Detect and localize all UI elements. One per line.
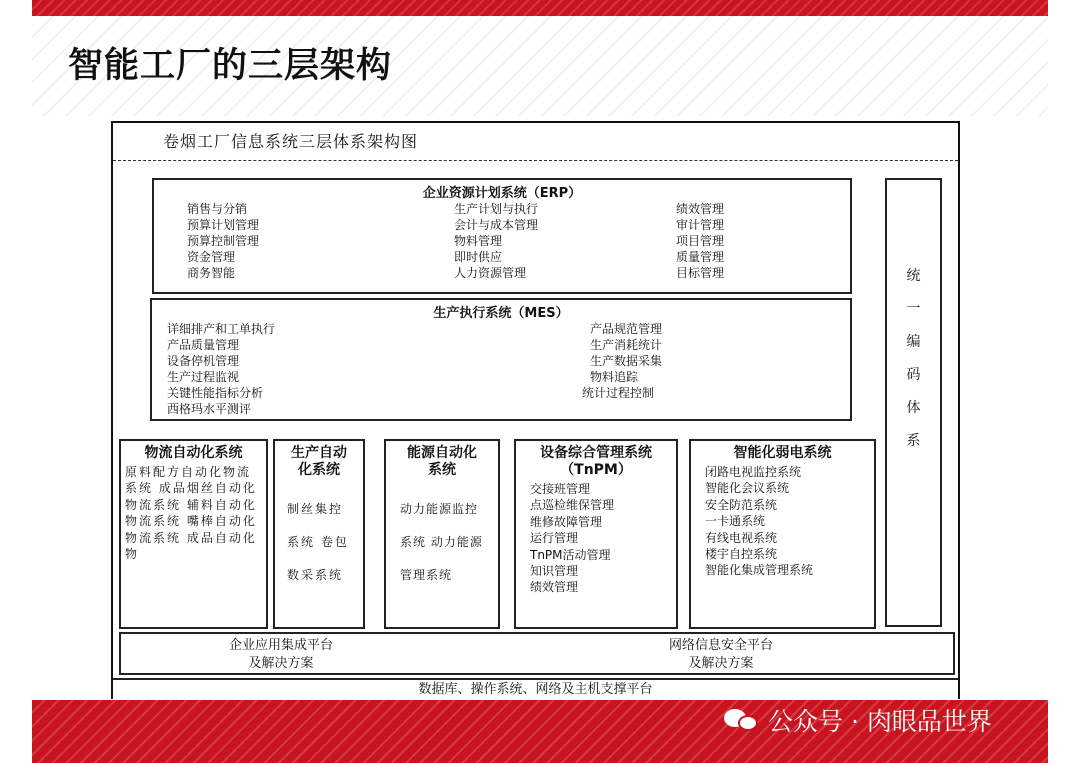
mes-item: 设备停机管理 bbox=[167, 354, 240, 368]
production-automation-text: 制丝集控系统 卷包数采系统 bbox=[287, 502, 349, 582]
integration-platform: 企业应用集成平台 及解决方案 bbox=[228, 638, 333, 671]
platform-box bbox=[119, 632, 955, 675]
mes-item: 西格玛水平测评 bbox=[167, 402, 252, 416]
erp-item: 人力资源管理 bbox=[454, 266, 527, 280]
mes-item: 生产数据采集 bbox=[590, 354, 663, 368]
tnpm-item: 点巡检维保管理 bbox=[530, 498, 615, 513]
smart-weak-current-item: 一卡通系统 bbox=[705, 514, 766, 529]
erp-item: 项目管理 bbox=[676, 234, 725, 248]
mes-item: 生产消耗统计 bbox=[590, 338, 663, 352]
production-automation-title: 生产自动化系统 bbox=[291, 445, 347, 478]
top-decor-bar bbox=[32, 0, 1048, 16]
mes-item: 生产过程监视 bbox=[167, 370, 240, 384]
erp-item: 目标管理 bbox=[676, 266, 725, 280]
erp-item: 即时供应 bbox=[454, 250, 503, 264]
mes-item: 物料追踪 bbox=[590, 370, 639, 384]
mes-item: 产品质量管理 bbox=[167, 338, 240, 352]
mes-title: 生产执行系统（MES） bbox=[433, 306, 569, 321]
smart-weak-current-item: 智能化会议系统 bbox=[705, 481, 790, 496]
mes-box bbox=[150, 298, 852, 421]
tnpm-item: 维修故障管理 bbox=[530, 514, 603, 529]
tnpm-title: 设备综合管理系统（TnPM） bbox=[540, 445, 652, 478]
logistics-automation-title: 物流自动化系统 bbox=[144, 445, 243, 461]
erp-title: 企业资源计划系统（ERP） bbox=[422, 186, 582, 201]
smart-weak-current-items bbox=[691, 464, 874, 579]
tnpm-item: 运行管理 bbox=[530, 531, 579, 546]
erp-item: 资金管理 bbox=[187, 250, 236, 264]
erp-box bbox=[152, 178, 852, 294]
architecture-diagram bbox=[111, 121, 960, 699]
base-platform-box bbox=[113, 678, 958, 700]
tnpm-item: 绩效管理 bbox=[530, 580, 579, 595]
smart-weak-current-item: 安全防范系统 bbox=[705, 497, 778, 512]
watermark bbox=[724, 703, 992, 737]
energy-automation-box bbox=[384, 439, 500, 629]
security-platform: 网络信息安全平台 及解决方案 bbox=[668, 638, 773, 671]
title-divider bbox=[113, 160, 958, 161]
erp-item: 会计与成本管理 bbox=[454, 218, 539, 232]
wechat-icon bbox=[724, 707, 760, 733]
smart-weak-current-title: 智能化弱电系统 bbox=[733, 445, 832, 461]
smart-weak-current-item: 智能化集成管理系统 bbox=[705, 563, 814, 578]
unified-coding-box bbox=[885, 178, 942, 627]
tnpm-item: 交接班管理 bbox=[530, 482, 591, 496]
erp-item: 质量管理 bbox=[676, 250, 725, 264]
mes-item: 关键性能指标分析 bbox=[167, 386, 264, 400]
tnpm-box bbox=[514, 439, 678, 629]
logistics-automation-text: 原料配方自动化物流系统 成品烟丝自动化物流系统 辅料自动化物流系统 嘴棒自动化物流系统 成品自动化物 bbox=[125, 465, 257, 562]
erp-item: 审计管理 bbox=[676, 218, 725, 232]
energy-automation-title: 能源自动化系统 bbox=[407, 445, 477, 478]
smart-weak-current-box bbox=[689, 439, 876, 629]
erp-item: 商务智能 bbox=[187, 266, 236, 280]
watermark-text: 公众号 · 肉眼品世界 bbox=[768, 707, 992, 736]
erp-item: 物料管理 bbox=[454, 234, 503, 248]
smart-weak-current-item: 有线电视系统 bbox=[705, 530, 778, 545]
energy-automation-text: 动力能源监控系统 动力能源管理系统 bbox=[400, 502, 483, 582]
erp-item: 预算计划管理 bbox=[187, 218, 260, 232]
smart-weak-current-item: 闭路电视监控系统 bbox=[705, 465, 802, 479]
mes-item: 详细排产和工单执行 bbox=[167, 322, 276, 336]
tnpm-item: TnPM活动管理 bbox=[530, 547, 611, 562]
tnpm-item: 知识管理 bbox=[530, 564, 579, 579]
diagram-title: 卷烟工厂信息系统三层体系架构图 bbox=[163, 132, 419, 151]
production-automation-box bbox=[273, 439, 365, 629]
erp-item: 预算控制管理 bbox=[187, 234, 260, 248]
unified-coding-label: 统 一 编 码 体 系 bbox=[906, 268, 921, 449]
erp-item: 生产计划与执行 bbox=[454, 202, 539, 216]
erp-item: 绩效管理 bbox=[676, 202, 725, 216]
mes-item: 统计过程控制 bbox=[582, 386, 655, 400]
smart-weak-current-item: 楼宇自控系统 bbox=[705, 547, 778, 562]
base-platform: 数据库、操作系统、网络及主机支撑平台 bbox=[418, 682, 653, 697]
tnpm-items bbox=[516, 481, 676, 596]
mes-item: 产品规范管理 bbox=[590, 322, 663, 336]
erp-item: 销售与分销 bbox=[187, 202, 248, 216]
logistics-automation-box bbox=[119, 439, 268, 629]
slide-title: 智能工厂的三层架构 bbox=[68, 46, 393, 86]
